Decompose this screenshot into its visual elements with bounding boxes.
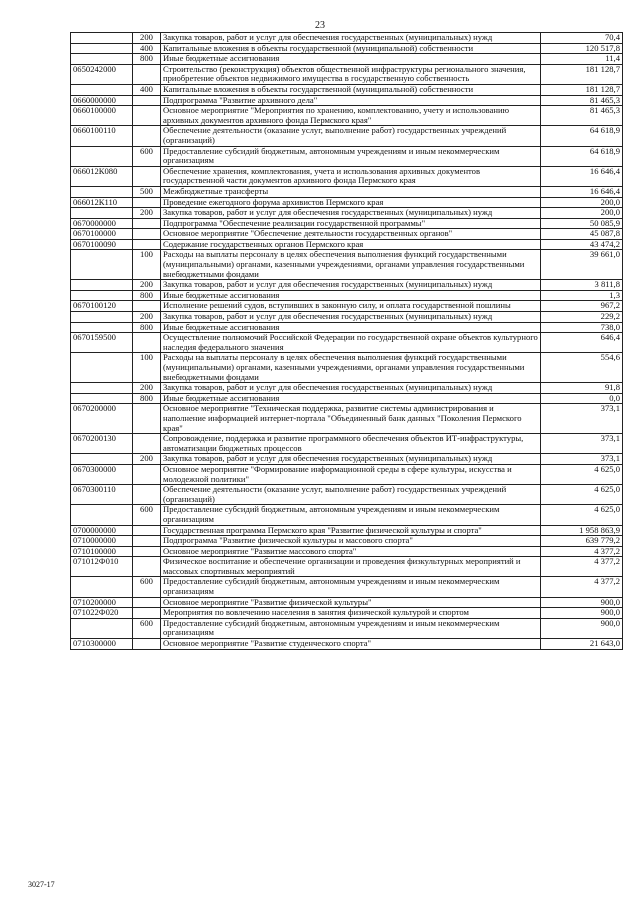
table-row: [71, 383, 623, 394]
row-expense-type: 200: [133, 383, 161, 394]
table-row: [71, 84, 623, 95]
row-code: 0710100000: [71, 546, 133, 557]
row-expense-type: [133, 106, 161, 126]
row-code: 0660000000: [71, 95, 133, 106]
row-sum: 1,3: [541, 290, 623, 301]
row-name: Сопровождение, поддержка и развитие программного обеспечения объектов ИТ-инфраструктуры, автоматизации бюджетных процессов: [161, 434, 541, 454]
table-body: [71, 33, 623, 650]
row-expense-type: 800: [133, 393, 161, 404]
row-name: Расходы на выплаты персоналу в целях обеспечения выполнения функций государственными (муниципальными) органами, казенными учреждениями, органами управления государственными внебюджетными фондами: [161, 353, 541, 383]
row-sum: 3 811,8: [541, 280, 623, 291]
table-row: [71, 322, 623, 333]
row-name: Закупка товаров, работ и услуг для обеспечения государственных (муниципальных) нужд: [161, 454, 541, 465]
table-row: [71, 106, 623, 126]
row-name: Предоставление субсидий бюджетным, автономным учреждениям и иным некоммерческим организациям: [161, 505, 541, 525]
row-expense-type: [133, 608, 161, 619]
row-sum: 64 618,9: [541, 146, 623, 166]
row-expense-type: 600: [133, 505, 161, 525]
row-expense-type: 600: [133, 577, 161, 597]
row-name: Капитальные вложения в объекты государственной (муниципальной) собственности: [161, 43, 541, 54]
table-row: [71, 505, 623, 525]
table-row: [71, 536, 623, 547]
table-row: [71, 525, 623, 536]
row-name: Основное мероприятие "Техническая поддержка, развитие системы администрирования и наполнение информацией интернет-портала "Объединенный банк данных "Поколения Пермского края": [161, 404, 541, 434]
row-code: [71, 186, 133, 197]
row-name: Предоставление субсидий бюджетным, автономным учреждениям и иным некоммерческим организациям: [161, 577, 541, 597]
table-row: [71, 33, 623, 44]
row-code: 0700000000: [71, 525, 133, 536]
row-code: 0660100110: [71, 126, 133, 146]
row-code: [71, 146, 133, 166]
row-sum: 200,0: [541, 197, 623, 208]
row-expense-type: 200: [133, 280, 161, 291]
row-expense-type: [133, 546, 161, 557]
row-name: Проведение ежегодного форума архивистов Пермского края: [161, 197, 541, 208]
row-sum: 181 128,7: [541, 64, 623, 84]
table-row: [71, 186, 623, 197]
row-sum: 4 625,0: [541, 485, 623, 505]
row-code: [71, 33, 133, 44]
row-code: [71, 505, 133, 525]
row-sum: 229,2: [541, 312, 623, 323]
row-name: Иные бюджетные ассигнования: [161, 393, 541, 404]
row-sum: 16 646,4: [541, 186, 623, 197]
row-code: [71, 618, 133, 638]
table-row: [71, 239, 623, 250]
row-name: Строительство (реконструкция) объектов общественной инфраструктуры регионального значения, приобретение объектов недвижимого имущества в государственную собственность: [161, 64, 541, 84]
row-sum: 16 646,4: [541, 166, 623, 186]
row-expense-type: 800: [133, 290, 161, 301]
table-row: [71, 229, 623, 240]
page-number: 23: [315, 20, 325, 31]
row-sum: 1 958 863,9: [541, 525, 623, 536]
row-code: 0670200000: [71, 404, 133, 434]
table-row: [71, 333, 623, 353]
row-expense-type: [133, 301, 161, 312]
table-row: [71, 546, 623, 557]
row-code: 071022Ф020: [71, 608, 133, 619]
row-code: [71, 312, 133, 323]
row-sum: 200,0: [541, 208, 623, 219]
row-sum: 554,6: [541, 353, 623, 383]
table-row: [71, 301, 623, 312]
row-name: Предоставление субсидий бюджетным, автономным учреждениям и иным некоммерческим организациям: [161, 146, 541, 166]
row-name: Иные бюджетные ассигнования: [161, 54, 541, 65]
row-code: 0710000000: [71, 536, 133, 547]
table-row: [71, 464, 623, 484]
table-row: [71, 393, 623, 404]
table-row: [71, 454, 623, 465]
row-expense-type: 800: [133, 322, 161, 333]
row-expense-type: 200: [133, 208, 161, 219]
row-sum: 4 377,2: [541, 557, 623, 577]
table-row: [71, 639, 623, 650]
row-name: Обеспечение хранения, комплектования, учета и использования архивных документов государственной части документов архивного фонда Пермского края: [161, 166, 541, 186]
row-code: 0650242000: [71, 64, 133, 84]
row-name: Основное мероприятие "Мероприятия по хранению, комплектованию, учету и использованию архивных документов архивного фонда Пермского края": [161, 106, 541, 126]
row-sum: 4 377,2: [541, 577, 623, 597]
row-expense-type: 100: [133, 250, 161, 280]
table-row: [71, 434, 623, 454]
row-code: [71, 577, 133, 597]
row-expense-type: [133, 464, 161, 484]
table-row: [71, 404, 623, 434]
row-sum: 81 465,3: [541, 95, 623, 106]
row-name: Расходы на выплаты персоналу в целях обеспечения выполнения функций государственными (муниципальными) органами, казенными учреждениями, органами управления государственными внебюджетными фондами: [161, 250, 541, 280]
row-code: 0660100000: [71, 106, 133, 126]
row-name: Государственная программа Пермского края "Развитие физической культуры и спорта": [161, 525, 541, 536]
row-name: Физическое воспитание и обеспечение организации и проведения физкультурных мероприятий и массовых спортивных мероприятий: [161, 557, 541, 577]
table-row: [71, 608, 623, 619]
table-row: [71, 353, 623, 383]
row-name: Иные бюджетные ассигнования: [161, 322, 541, 333]
row-expense-type: [133, 95, 161, 106]
row-name: Основное мероприятие "Развитие студенческого спорта": [161, 639, 541, 650]
table-row: [71, 126, 623, 146]
row-expense-type: 600: [133, 618, 161, 638]
row-code: [71, 322, 133, 333]
row-code: [71, 353, 133, 383]
row-name: Мероприятия по вовлечению населения в занятия физической культурой и спортом: [161, 608, 541, 619]
row-sum: 900,0: [541, 597, 623, 608]
row-sum: 181 128,7: [541, 84, 623, 95]
row-expense-type: [133, 64, 161, 84]
row-sum: 900,0: [541, 618, 623, 638]
row-code: [71, 280, 133, 291]
row-expense-type: [133, 404, 161, 434]
table-row: [71, 95, 623, 106]
row-code: 0670100000: [71, 229, 133, 240]
row-expense-type: 200: [133, 33, 161, 44]
row-code: [71, 250, 133, 280]
row-expense-type: [133, 166, 161, 186]
table-row: [71, 250, 623, 280]
row-expense-type: [133, 126, 161, 146]
row-name: Подпрограмма "Обеспечение реализации государственной программы": [161, 218, 541, 229]
row-code: [71, 393, 133, 404]
row-expense-type: [133, 597, 161, 608]
row-name: Подпрограмма "Развитие архивного дела": [161, 95, 541, 106]
row-code: [71, 54, 133, 65]
row-sum: 373,1: [541, 434, 623, 454]
row-expense-type: [133, 229, 161, 240]
row-expense-type: 800: [133, 54, 161, 65]
row-sum: 373,1: [541, 454, 623, 465]
row-name: Закупка товаров, работ и услуг для обеспечения государственных (муниципальных) нужд: [161, 33, 541, 44]
row-sum: 91,8: [541, 383, 623, 394]
row-name: Содержание государственных органов Пермского края: [161, 239, 541, 250]
row-name: Основное мероприятие "Формирование информационной среды в сфере культуры, искусства и молодежной политики": [161, 464, 541, 484]
row-code: 0670300110: [71, 485, 133, 505]
row-name: Основное мероприятие "Обеспечение деятельности государственных органов": [161, 229, 541, 240]
row-sum: 120 517,8: [541, 43, 623, 54]
row-name: Исполнение решений судов, вступивших в законную силу, и оплата государственной пошлины: [161, 301, 541, 312]
row-name: Закупка товаров, работ и услуг для обеспечения государственных (муниципальных) нужд: [161, 383, 541, 394]
row-expense-type: [133, 434, 161, 454]
row-expense-type: [133, 639, 161, 650]
row-code: [71, 454, 133, 465]
row-expense-type: 600: [133, 146, 161, 166]
row-name: Межбюджетные трансферты: [161, 186, 541, 197]
table-row: [71, 280, 623, 291]
row-name: Осуществление полномочий Российской Федерации по государственной охране объектов культурного наследия федерального значения: [161, 333, 541, 353]
row-code: [71, 208, 133, 219]
table-row: [71, 43, 623, 54]
row-expense-type: [133, 536, 161, 547]
row-expense-type: [133, 239, 161, 250]
row-expense-type: [133, 218, 161, 229]
row-code: 0670100120: [71, 301, 133, 312]
row-code: 0670000000: [71, 218, 133, 229]
row-sum: 70,4: [541, 33, 623, 44]
row-name: Основное мероприятие "Развитие массового спорта": [161, 546, 541, 557]
row-name: Закупка товаров, работ и услуг для обеспечения государственных (муниципальных) нужд: [161, 280, 541, 291]
row-code: 066012К110: [71, 197, 133, 208]
table-row: [71, 218, 623, 229]
row-code: 0670159500: [71, 333, 133, 353]
row-expense-type: 200: [133, 454, 161, 465]
row-name: Обеспечение деятельности (оказание услуг, выполнение работ) государственных учреждений (организаций): [161, 126, 541, 146]
table-row: [71, 597, 623, 608]
row-code: 0670300000: [71, 464, 133, 484]
row-sum: 50 085,9: [541, 218, 623, 229]
row-sum: 738,0: [541, 322, 623, 333]
table-row: [71, 197, 623, 208]
row-sum: 900,0: [541, 608, 623, 619]
row-sum: 646,4: [541, 333, 623, 353]
row-expense-type: 500: [133, 186, 161, 197]
row-name: Обеспечение деятельности (оказание услуг, выполнение работ) государственных учреждений (организаций): [161, 485, 541, 505]
table-row: [71, 166, 623, 186]
row-sum: 81 465,3: [541, 106, 623, 126]
row-code: 0710300000: [71, 639, 133, 650]
row-sum: 4 625,0: [541, 464, 623, 484]
table-row: [71, 557, 623, 577]
row-sum: 64 618,9: [541, 126, 623, 146]
row-code: 0670200130: [71, 434, 133, 454]
table-row: [71, 577, 623, 597]
row-expense-type: [133, 197, 161, 208]
row-name: Предоставление субсидий бюджетным, автономным учреждениям и иным некоммерческим организациям: [161, 618, 541, 638]
budget-table: [70, 32, 623, 650]
row-sum: 4 625,0: [541, 505, 623, 525]
row-sum: 21 643,0: [541, 639, 623, 650]
footer-code: 3027-17: [28, 880, 55, 889]
table-row: [71, 54, 623, 65]
row-code: [71, 84, 133, 95]
row-name: Закупка товаров, работ и услуг для обеспечения государственных (муниципальных) нужд: [161, 312, 541, 323]
row-sum: 373,1: [541, 404, 623, 434]
row-code: 071012Ф010: [71, 557, 133, 577]
row-code: [71, 290, 133, 301]
row-code: 066012К080: [71, 166, 133, 186]
row-code: [71, 43, 133, 54]
row-sum: 639 779,2: [541, 536, 623, 547]
row-expense-type: 400: [133, 84, 161, 95]
row-expense-type: [133, 557, 161, 577]
row-sum: 43 474,2: [541, 239, 623, 250]
row-name: Закупка товаров, работ и услуг для обеспечения государственных (муниципальных) нужд: [161, 208, 541, 219]
row-sum: 39 661,0: [541, 250, 623, 280]
row-sum: 0,0: [541, 393, 623, 404]
row-sum: 967,2: [541, 301, 623, 312]
row-expense-type: [133, 525, 161, 536]
row-sum: 11,4: [541, 54, 623, 65]
row-name: Подпрограмма "Развитие физической культуры и массового спорта": [161, 536, 541, 547]
row-expense-type: 100: [133, 353, 161, 383]
table-row: [71, 485, 623, 505]
row-expense-type: [133, 485, 161, 505]
row-code: [71, 383, 133, 394]
table-row: [71, 618, 623, 638]
row-expense-type: 400: [133, 43, 161, 54]
table-row: [71, 290, 623, 301]
table-row: [71, 312, 623, 323]
table-row: [71, 146, 623, 166]
row-expense-type: 200: [133, 312, 161, 323]
row-sum: 45 087,8: [541, 229, 623, 240]
row-name: Иные бюджетные ассигнования: [161, 290, 541, 301]
row-code: 0710200000: [71, 597, 133, 608]
row-name: Капитальные вложения в объекты государственной (муниципальной) собственности: [161, 84, 541, 95]
row-expense-type: [133, 333, 161, 353]
row-code: 0670100090: [71, 239, 133, 250]
row-sum: 4 377,2: [541, 546, 623, 557]
table-row: [71, 208, 623, 219]
row-name: Основное мероприятие "Развитие физической культуры": [161, 597, 541, 608]
table-row: [71, 64, 623, 84]
